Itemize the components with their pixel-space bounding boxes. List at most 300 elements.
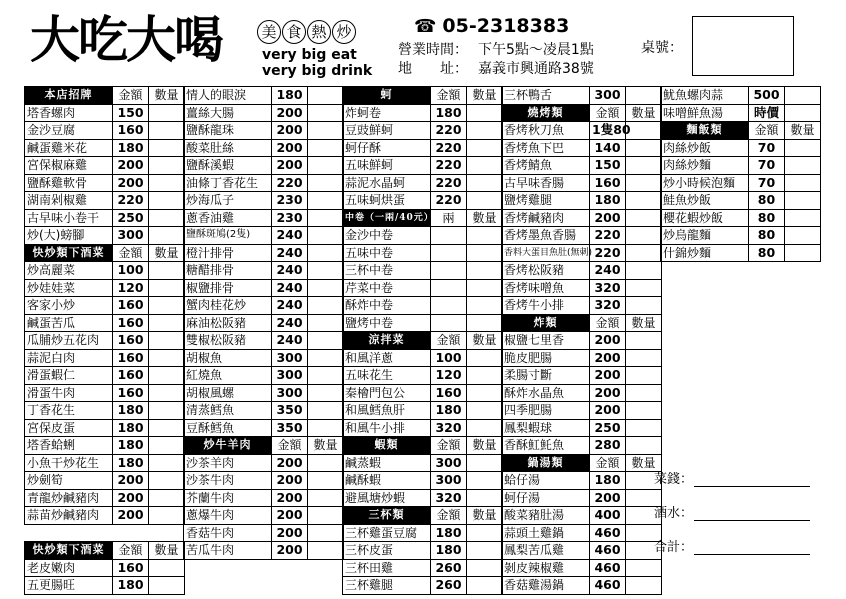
- menu-item-row: [25, 209, 185, 227]
- menu-item-row: [184, 384, 344, 402]
- item-price: 180: [431, 402, 467, 420]
- menu-item-row: [343, 104, 503, 122]
- subtitle-circles: [257, 20, 357, 44]
- quantity-cell[interactable]: [626, 577, 662, 595]
- quantity-cell[interactable]: [467, 157, 503, 175]
- quantity-cell[interactable]: [149, 122, 185, 140]
- quantity-cell[interactable]: [467, 104, 503, 122]
- item-name: 三杯雞蛋豆腐: [343, 524, 431, 542]
- menu-item-row: [502, 507, 662, 525]
- item-name: 柔腸寸斷: [502, 367, 590, 385]
- section-title: 中卷（一兩/40元）: [343, 209, 431, 227]
- quantity-cell[interactable]: [626, 279, 662, 297]
- quantity-cell[interactable]: [149, 577, 185, 595]
- item-name: 金沙中卷: [343, 227, 431, 245]
- item-name: 鹹蛋苦瓜: [25, 314, 113, 332]
- subtitle-char: 食: [282, 20, 306, 44]
- menu-item-row: [343, 174, 503, 192]
- item-price: 160: [113, 559, 149, 577]
- section-header-row: [25, 542, 185, 560]
- quantity-cell[interactable]: [308, 454, 344, 472]
- item-name: 橙汁排骨: [184, 244, 272, 262]
- quantity-cell[interactable]: [467, 349, 503, 367]
- quantity-cell[interactable]: [785, 157, 821, 175]
- quantity-cell[interactable]: [626, 384, 662, 402]
- menu-item-row: [184, 174, 344, 192]
- item-price: 180: [431, 524, 467, 542]
- item-name: 三杯鴨舌: [502, 87, 590, 105]
- quantity-cell[interactable]: [626, 174, 662, 192]
- item-price: 200: [272, 454, 308, 472]
- menu-item-row: [502, 489, 662, 507]
- quantity-cell[interactable]: [149, 192, 185, 210]
- quantity-cell[interactable]: [467, 297, 503, 315]
- section-title: 本店招牌: [25, 87, 113, 105]
- quantity-cell[interactable]: [149, 367, 185, 385]
- quantity-cell[interactable]: [308, 349, 344, 367]
- item-price: 時價: [749, 104, 785, 122]
- quantity-cell[interactable]: [467, 542, 503, 560]
- item-name: 古早味香腸: [502, 174, 590, 192]
- quantity-cell[interactable]: [467, 122, 503, 140]
- menu-item-row: [184, 244, 344, 262]
- menu-item-row: [25, 577, 185, 595]
- item-price: 200: [590, 349, 626, 367]
- quantity-cell[interactable]: [308, 297, 344, 315]
- quantity-cell[interactable]: [467, 472, 503, 490]
- menu-item-row: [184, 87, 344, 105]
- menu-item-row: [343, 139, 503, 157]
- item-price: 180: [113, 577, 149, 595]
- quantity-cell[interactable]: [467, 577, 503, 595]
- quantity-cell[interactable]: [308, 279, 344, 297]
- item-name: 滑蛋蝦仁: [25, 367, 113, 385]
- table-number-box[interactable]: [692, 16, 794, 76]
- menu-item-row: [25, 349, 185, 367]
- drink-total-field[interactable]: [694, 502, 810, 521]
- quantity-cell[interactable]: [308, 542, 344, 560]
- english-slogan: [262, 47, 372, 79]
- qty-header: 數量: [626, 454, 662, 472]
- menu-item-row: [661, 174, 821, 192]
- quantity-cell[interactable]: [467, 314, 503, 332]
- item-price: 200: [272, 139, 308, 157]
- quantity-cell[interactable]: [149, 297, 185, 315]
- menu-item-row: [502, 297, 662, 315]
- item-name: 小魚干炒花生: [25, 454, 113, 472]
- section-header-row: [25, 244, 185, 262]
- item-name: 蒜苗炒鹹豬肉: [25, 507, 113, 525]
- quantity-cell[interactable]: [467, 489, 503, 507]
- quantity-cell[interactable]: [467, 244, 503, 262]
- item-price: 200: [590, 367, 626, 385]
- quantity-cell[interactable]: [626, 437, 662, 455]
- grand-total-field[interactable]: [694, 536, 810, 555]
- section-title: 涼拌菜: [343, 332, 431, 350]
- item-price: 160: [113, 122, 149, 140]
- quantity-cell[interactable]: [626, 367, 662, 385]
- item-price: 160: [113, 367, 149, 385]
- item-price: 460: [590, 524, 626, 542]
- item-name: 五更腸旺: [25, 577, 113, 595]
- quantity-cell[interactable]: [149, 419, 185, 437]
- quantity-cell[interactable]: [785, 192, 821, 210]
- menu-item-row: [343, 297, 503, 315]
- menu-item-row: [343, 454, 503, 472]
- quantity-cell[interactable]: [149, 507, 185, 525]
- quantity-cell[interactable]: [149, 227, 185, 245]
- quantity-cell[interactable]: [149, 489, 185, 507]
- quantity-cell[interactable]: [626, 244, 662, 262]
- quantity-cell[interactable]: [308, 419, 344, 437]
- menu-item-row: [502, 174, 662, 192]
- section-header-row: [661, 122, 821, 140]
- quantity-cell[interactable]: [149, 472, 185, 490]
- item-name: 香烤鯖魚: [502, 157, 590, 175]
- quantity-cell[interactable]: [626, 297, 662, 315]
- item-name: 和風牛小排: [343, 419, 431, 437]
- menu-item-row: [25, 139, 185, 157]
- menu-item-row: [502, 542, 662, 560]
- item-price: 200: [590, 402, 626, 420]
- quantity-cell[interactable]: [785, 209, 821, 227]
- menu-item-row: [661, 244, 821, 262]
- quantity-cell[interactable]: [308, 174, 344, 192]
- item-name: 五味鮮蚵: [343, 157, 431, 175]
- quantity-cell[interactable]: [308, 244, 344, 262]
- item-price: 180: [431, 104, 467, 122]
- menu-item-row: [661, 192, 821, 210]
- quantity-cell[interactable]: [308, 367, 344, 385]
- menu-item-row: [502, 244, 662, 262]
- item-name: 三杯田雞: [343, 559, 431, 577]
- amount-header: 金額: [113, 542, 149, 560]
- item-price: 180: [590, 472, 626, 490]
- quantity-cell[interactable]: [467, 192, 503, 210]
- item-name: 鹽烤雞腿: [502, 192, 590, 210]
- item-name: 香烤松阪豬: [502, 262, 590, 280]
- menu-item-row: [502, 139, 662, 157]
- subtitle-char: 熱: [307, 20, 331, 44]
- quantity-cell[interactable]: [785, 87, 821, 105]
- quantity-cell[interactable]: [467, 454, 503, 472]
- item-name: 鹽烤中卷: [343, 314, 431, 332]
- item-name: 古早味小卷干: [25, 209, 113, 227]
- quantity-cell[interactable]: [149, 559, 185, 577]
- item-price: 200: [272, 104, 308, 122]
- item-name: 香烤魚下巴: [502, 139, 590, 157]
- item-name: 剝皮辣椒雞: [502, 559, 590, 577]
- item-name: 炒(大)螃腳: [25, 227, 113, 245]
- phone-icon: ☎: [414, 16, 437, 37]
- quantity-cell[interactable]: [308, 87, 344, 105]
- item-name: 客家小炒: [25, 297, 113, 315]
- item-name: 香菇雞湯鍋: [502, 577, 590, 595]
- item-price: 220: [431, 139, 467, 157]
- quantity-cell[interactable]: [149, 454, 185, 472]
- item-price: 230: [272, 192, 308, 210]
- section-title: 蚵: [343, 87, 431, 105]
- item-price: 460: [590, 577, 626, 595]
- item-name: 五味蚵烘蛋: [343, 192, 431, 210]
- item-price: 160: [431, 384, 467, 402]
- item-price: 220: [590, 244, 626, 262]
- menu-item-row: [25, 297, 185, 315]
- item-price: 220: [431, 157, 467, 175]
- quantity-cell[interactable]: [467, 559, 503, 577]
- quantity-cell[interactable]: [467, 227, 503, 245]
- item-price: 200: [272, 489, 308, 507]
- quantity-cell[interactable]: [467, 279, 503, 297]
- quantity-cell[interactable]: [308, 209, 344, 227]
- quantity-cell[interactable]: [626, 402, 662, 420]
- quantity-cell[interactable]: [626, 139, 662, 157]
- quantity-cell[interactable]: [467, 139, 503, 157]
- quantity-cell[interactable]: [149, 157, 185, 175]
- menu-item-row: [502, 157, 662, 175]
- menu-item-row: [661, 104, 821, 122]
- item-price: 180: [113, 454, 149, 472]
- menu-item-row: [25, 507, 185, 525]
- item-name: 香菇牛肉: [184, 524, 272, 542]
- quantity-cell[interactable]: [467, 402, 503, 420]
- item-name: 肉絲炒飯: [661, 139, 749, 157]
- quantity-cell[interactable]: [149, 279, 185, 297]
- menu-item-row: [343, 559, 503, 577]
- item-price: 240: [272, 262, 308, 280]
- quantity-cell[interactable]: [308, 227, 344, 245]
- slogan-line: very big eat: [262, 47, 357, 63]
- menu-item-row: [184, 454, 344, 472]
- menu-item-row: [502, 209, 662, 227]
- menu-item-row: [343, 279, 503, 297]
- item-name: 塔香蛤蜊: [25, 437, 113, 455]
- item-price: 240: [272, 279, 308, 297]
- menu-item-row: [25, 104, 185, 122]
- menu-item-row: [502, 122, 662, 140]
- quantity-cell[interactable]: [308, 104, 344, 122]
- menu-item-row: [502, 227, 662, 245]
- item-name: 魷魚螺肉蒜: [661, 87, 749, 105]
- item-price: 220: [590, 227, 626, 245]
- quantity-cell[interactable]: [149, 209, 185, 227]
- qty-header: 數量: [467, 209, 503, 227]
- menu-item-row: [661, 139, 821, 157]
- item-name: 肉絲炒麵: [661, 157, 749, 175]
- hours-label: 營業時間：: [398, 42, 468, 58]
- quantity-cell[interactable]: [467, 174, 503, 192]
- quantity-cell[interactable]: [149, 174, 185, 192]
- address-value: 嘉義市興通路38號: [478, 61, 594, 77]
- item-name: 炒劍筍: [25, 472, 113, 490]
- menu-item-row: [343, 384, 503, 402]
- item-name: 麻油松阪豬: [184, 314, 272, 332]
- menu-item-row: [343, 244, 503, 262]
- item-name: 紅燒魚: [184, 367, 272, 385]
- quantity-cell[interactable]: [149, 262, 185, 280]
- quantity-cell[interactable]: [149, 437, 185, 455]
- quantity-cell[interactable]: [308, 402, 344, 420]
- item-price: 400: [590, 507, 626, 525]
- quantity-cell[interactable]: [785, 139, 821, 157]
- item-price: 1隻80: [590, 122, 626, 140]
- quantity-cell[interactable]: [626, 332, 662, 350]
- menu-item-row: [502, 559, 662, 577]
- item-price: 120: [113, 279, 149, 297]
- section-title: 炒牛羊肉: [184, 437, 272, 455]
- quantity-cell[interactable]: [785, 104, 821, 122]
- menu-item-row: [184, 402, 344, 420]
- menu-item-row: [502, 402, 662, 420]
- quantity-cell[interactable]: [149, 384, 185, 402]
- quantity-cell[interactable]: [308, 139, 344, 157]
- menu-item-row: [25, 454, 185, 472]
- item-price: 200: [590, 384, 626, 402]
- menu-item-row: [343, 227, 503, 245]
- grand-total-label: 合計：: [654, 539, 694, 555]
- menu-item-row: [184, 297, 344, 315]
- item-price: 70: [749, 157, 785, 175]
- item-name: 鹹蒸蝦: [343, 454, 431, 472]
- quantity-cell[interactable]: [308, 507, 344, 525]
- item-price: 150: [113, 104, 149, 122]
- item-price: 320: [431, 489, 467, 507]
- menu-item-row: [661, 87, 821, 105]
- quantity-cell[interactable]: [785, 174, 821, 192]
- menu-item-row: [184, 314, 344, 332]
- menu-item-row: [502, 419, 662, 437]
- quantity-cell[interactable]: [149, 139, 185, 157]
- menu-item-row: [25, 262, 185, 280]
- item-name: 和風洋蔥: [343, 349, 431, 367]
- item-price: 300: [272, 367, 308, 385]
- quantity-cell[interactable]: [308, 314, 344, 332]
- item-price: 300: [272, 349, 308, 367]
- menu-item-row: [25, 122, 185, 140]
- menu-item-row: [343, 402, 503, 420]
- quantity-cell[interactable]: [308, 384, 344, 402]
- item-price: 250: [590, 419, 626, 437]
- quantity-cell[interactable]: [785, 227, 821, 245]
- amount-header: 金額: [431, 332, 467, 350]
- item-price: 150: [590, 157, 626, 175]
- quantity-cell[interactable]: [149, 332, 185, 350]
- quantity-cell[interactable]: [308, 157, 344, 175]
- item-name: 青龍炒鹹豬肉: [25, 489, 113, 507]
- item-name: 苦瓜牛肉: [184, 542, 272, 560]
- menu-item-row: [184, 419, 344, 437]
- qty-header: 數量: [626, 104, 662, 122]
- unit-header: 兩: [431, 209, 467, 227]
- quantity-cell[interactable]: [626, 349, 662, 367]
- quantity-cell[interactable]: [626, 227, 662, 245]
- quantity-cell[interactable]: [467, 524, 503, 542]
- item-name: 芹菜中卷: [343, 279, 431, 297]
- quantity-cell[interactable]: [308, 192, 344, 210]
- quantity-cell[interactable]: [308, 489, 344, 507]
- quantity-cell[interactable]: [626, 209, 662, 227]
- item-name: 香烤墨魚香腸: [502, 227, 590, 245]
- item-price: 230: [272, 209, 308, 227]
- menu-item-row: [25, 384, 185, 402]
- item-price: 220: [272, 174, 308, 192]
- item-price: 200: [272, 524, 308, 542]
- quantity-cell[interactable]: [149, 314, 185, 332]
- item-name: 香料大蛋目魚肚(無刺): [502, 244, 590, 262]
- item-name: 蛤仔湯: [502, 472, 590, 490]
- quantity-cell[interactable]: [467, 262, 503, 280]
- item-name: 芥蘭牛肉: [184, 489, 272, 507]
- item-name: 三杯中卷: [343, 262, 431, 280]
- quantity-cell[interactable]: [626, 419, 662, 437]
- menu-item-row: [343, 349, 503, 367]
- food-total-field[interactable]: [694, 468, 810, 487]
- menu-item-row: [184, 192, 344, 210]
- quantity-cell[interactable]: [467, 367, 503, 385]
- quantity-cell[interactable]: [149, 349, 185, 367]
- quantity-cell[interactable]: [626, 262, 662, 280]
- quantity-cell[interactable]: [149, 104, 185, 122]
- menu-item-row: [343, 472, 503, 490]
- quantity-cell[interactable]: [467, 419, 503, 437]
- item-price: 200: [272, 507, 308, 525]
- quantity-cell[interactable]: [308, 332, 344, 350]
- item-price: 200: [113, 472, 149, 490]
- menu-item-row: [184, 139, 344, 157]
- amount-header: 金額: [590, 454, 626, 472]
- drink-total-label: 酒水：: [654, 505, 694, 521]
- item-price: 320: [590, 279, 626, 297]
- menu-item-row: [184, 279, 344, 297]
- quantity-cell[interactable]: [785, 244, 821, 262]
- section-title: 快炒類下酒菜: [25, 244, 113, 262]
- item-name: 豆豉鮮蚵: [343, 122, 431, 140]
- item-name: 酸菜豬肚湯: [502, 507, 590, 525]
- section-title: 麵飯類: [661, 122, 749, 140]
- section-title: 蝦類: [343, 437, 431, 455]
- amount-header: 金額: [431, 87, 467, 105]
- item-name: 鹽酥雞軟骨: [25, 174, 113, 192]
- item-name: 炒海瓜子: [184, 192, 272, 210]
- quantity-cell[interactable]: [308, 122, 344, 140]
- item-price: [431, 262, 467, 280]
- item-name: 湖南剁椒雞: [25, 192, 113, 210]
- quantity-cell[interactable]: [149, 402, 185, 420]
- amount-header: 金額: [590, 104, 626, 122]
- item-name: 清蒸鱈魚: [184, 402, 272, 420]
- blank-row: [25, 524, 185, 542]
- slogan-line: very big drink: [262, 63, 373, 79]
- section-header-row: [343, 332, 503, 350]
- blank-cell: [113, 524, 149, 542]
- item-price: 200: [590, 332, 626, 350]
- quantity-cell[interactable]: [626, 87, 662, 105]
- quantity-cell[interactable]: [308, 262, 344, 280]
- quantity-cell[interactable]: [308, 472, 344, 490]
- item-name: 酥炸中卷: [343, 297, 431, 315]
- menu-item-row: [343, 367, 503, 385]
- quantity-cell[interactable]: [626, 157, 662, 175]
- qty-header: 數量: [308, 437, 344, 455]
- menu-item-row: [184, 472, 344, 490]
- quantity-cell[interactable]: [626, 192, 662, 210]
- quantity-cell[interactable]: [308, 524, 344, 542]
- menu-item-row: [25, 279, 185, 297]
- item-name: 三杯雞腿: [343, 577, 431, 595]
- menu-item-row: [343, 577, 503, 595]
- quantity-cell[interactable]: [467, 384, 503, 402]
- menu-item-row: [502, 192, 662, 210]
